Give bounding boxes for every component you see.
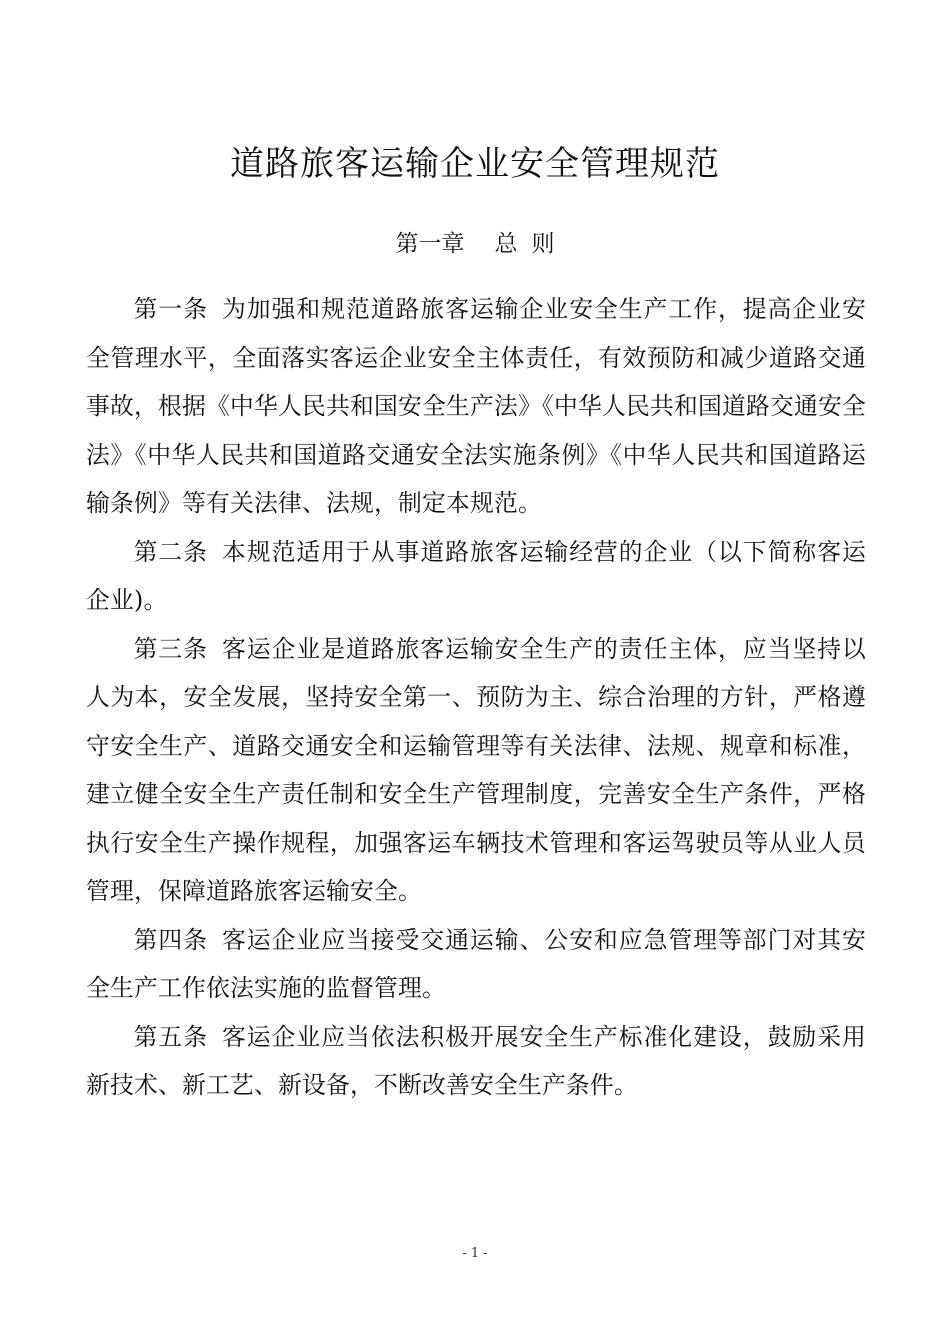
article-5 [86, 1013, 866, 1110]
article-3 [86, 625, 866, 916]
article-2 [86, 528, 866, 625]
chapter-number: 第一章 [395, 231, 465, 257]
article-text: 本规范适用于从事道路旅客运输经营的企业（以下简称客运企业)。 [86, 537, 866, 614]
document-body [86, 285, 866, 1110]
chapter-name-part-2: 则 [531, 231, 555, 257]
article-number: 第五条 [133, 1022, 208, 1051]
article-4 [86, 916, 866, 1013]
article-number: 第一条 [133, 295, 208, 323]
page-number: - 1 - [462, 1246, 488, 1261]
article-number: 第三条 [133, 634, 208, 663]
article-number: 第二条 [133, 537, 208, 566]
article-text: 客运企业应当依法积极开展安全生产标准化建设，鼓励采用新技术、新工艺、新设备，不断改善安全生产条件。 [86, 1022, 866, 1099]
article-1 [86, 285, 866, 528]
article-text: 客运企业应当接受交通运输、公安和应急管理等部门对其安全生产工作依法实施的监督管理。 [86, 925, 866, 1002]
article-number: 第四条 [133, 925, 208, 954]
chapter-heading [0, 226, 950, 262]
document-title: 道路旅客运输企业安全管理规范 [230, 144, 720, 184]
chapter-name-part-1: 总 [494, 231, 518, 257]
article-text: 客运企业是道路旅客运输安全生产的责任主体，应当坚持以人为本，安全发展，坚持安全第一、预防为主、综合治理的方针，严格遵守安全生产、道路交通安全和运输管理等有关法律、法规、规章和标准，建立健全安全生产责任制和安全生产管理制度，完善安全生产条件，严格执行安全生产操作规程，加强客运车辆技术管理和客运驾驶员等从业人员管理，保障道路旅客运输安全。 [86, 634, 866, 905]
article-text: 为加强和规范道路旅客运输企业安全生产工作，提高企业安全管理水平，全面落实客运企业安全主体责任，有效预防和减少道路交通事故，根据《中华人民共和国安全生产法》《中华人民共和国道路交通安全法》《中华人民共和国道路交通安全法实施条例》《中华人民共和国道路运输条例》等有关法律、法规，制定本规范。 [86, 295, 866, 517]
